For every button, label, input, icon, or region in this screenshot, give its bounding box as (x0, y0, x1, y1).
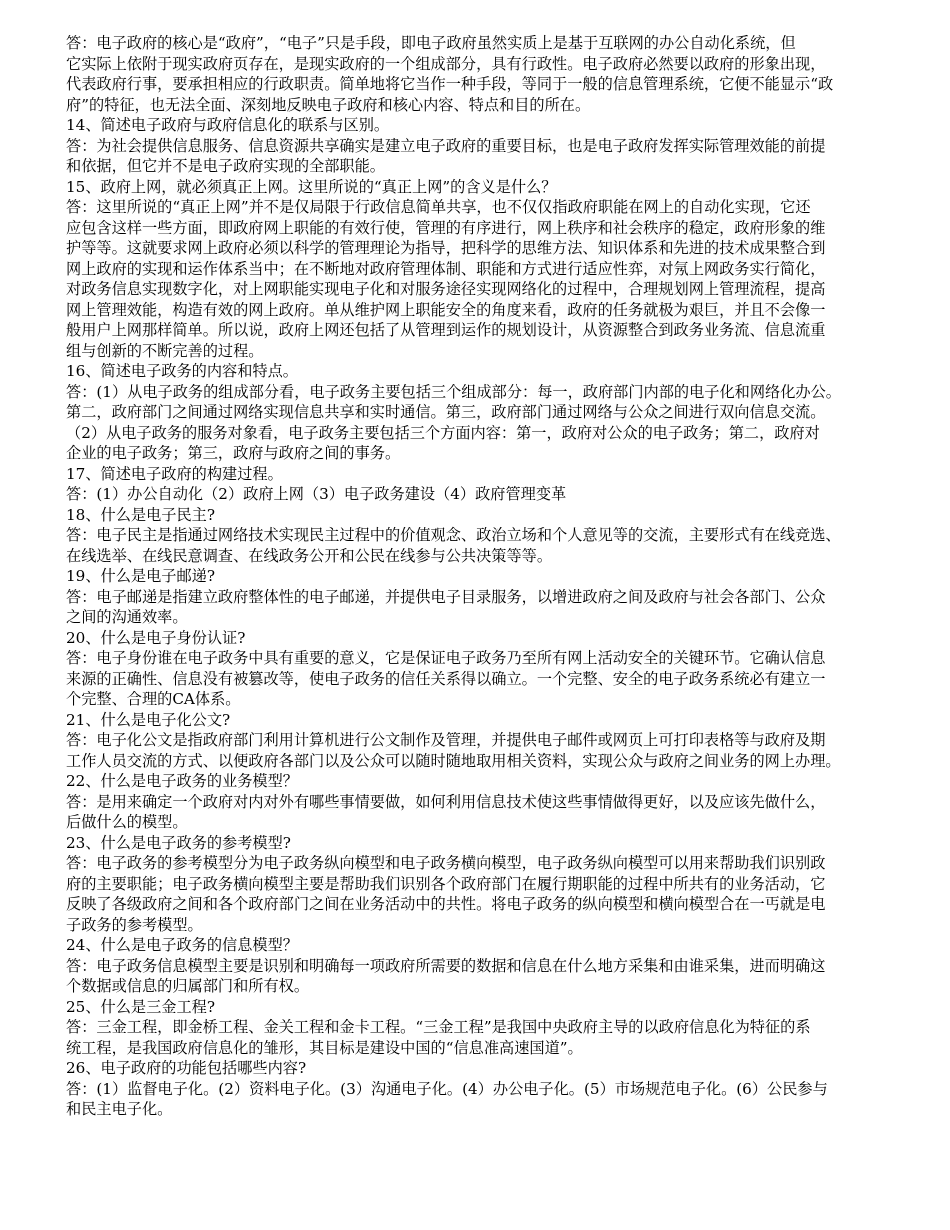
question-line: 23、什么是电子政务的参考模型? (66, 833, 291, 852)
text-line: 答：电子民主是指通过网络技术实现民主过程中的价值观念、政治立场和个人意见等的交流，主要形式有在线竞选、 (66, 526, 841, 544)
text-line: 答：(1）办公自动化（2）政府上网（3）电子政务建设（4）政府管理变革 (66, 485, 567, 503)
text-line: 它实际上依附于现实政府页存在，是现实政府的一个组成部分，具有行政性。电子政府必然要以政府的形象出现， (66, 54, 826, 73)
text-line: 答：电子化公文是指政府部门利用计算机进行公文制作及管理，并提供电子邮件或网页上可打印表格等与政府及期 (66, 731, 826, 749)
text-line: 后做什么的模型。 (66, 813, 188, 831)
question-line: 22、什么是电子政务的业务模型？ (66, 772, 298, 790)
text-line: 答：电子邮递是指建立政府整体性的电子邮递，并提供电子目录服务，以增进政府之间及政府与社会各部门、公众 (66, 587, 826, 606)
text-line: 代表政府行事，要承担相应的行政职责。简单地将它当作一种手段，等同于一般的信息管理系统，它便不能显示“政 (66, 75, 834, 93)
text-line: 答：是用来确定一个政府对内对外有哪些事情要做，如何利用信息技术使这些事情做得更好，以及应该先做什么， (66, 792, 826, 811)
text-line: 府的主要职能；电子政务横向模型主要是帮助我们识别各个政府部门在履行期职能的过程中所共有的业务活动，它 (66, 874, 826, 893)
text-line: 答：(1）监督电子化。(2）资料电子化。(3）沟通电子化。(4）办公电子化。(5）市场规范电子化。(6）公民参与 (66, 1079, 828, 1098)
question-line: 24、什么是电子政务的信息模型？ (66, 936, 298, 954)
text-line: 反映了各级政府之间和各个政府部门之间在业务活动中的共性。将电子政务的纵向模型和横向模型合在一丐就是电 (66, 895, 826, 913)
text-line: 和依据，但它并不是电子政府实现的全部职能。 (66, 157, 385, 175)
text-line: 子政务的参考模型。 (66, 915, 203, 934)
text-line: 答：电子身份谁在电子政务中具有重要的意义，它是保证电子政务乃至所有网上活动安全的关键环节。它确认信息 (66, 649, 826, 667)
text-line: 统工程，是我国政府信息化的雏形，其目标是建设中国的“信息准高速国道”。 (66, 1038, 583, 1057)
question-line: 15、政府上网，就必须真正上网。这里所说的“真正上网”的含义是什么？ (66, 177, 557, 196)
question-line: 18、什么是电子民主? (66, 505, 215, 524)
text-line: 个数据或信息的归属部门和所有权。 (66, 977, 309, 995)
question-line: 19、什么是电子邮递? (66, 567, 215, 585)
question-line: 21、什么是电子化公文? (66, 710, 231, 729)
text-line: 个完整、合理的CA体系。 (66, 690, 241, 708)
text-line: 对政务信息实现数字化，对上网职能实现电子化和对服务途径实现网络化的过程中，合理规划网上管理流程，提高 (66, 280, 826, 298)
question-line: 16、简述电子政务的内容和特点。 (66, 362, 298, 380)
text-line: 之间的沟通效率。 (66, 608, 188, 626)
text-line: 答：电子政务的参考模型分为电子政务纵向模型和电子政务横向模型，电子政务纵向模型可以用来帮助我们识别政 (66, 854, 826, 872)
text-line: 第二，政府部门之间通过网络实现信息共享和实时通信。第三，政府部门通过网络与公众之间进行双向信息交流。 (66, 403, 826, 421)
question-line: 14、简述电子政府与政府信息化的联系与区别。 (66, 116, 390, 134)
text-line: 答：这里所说的“真正上网”并不是仅局限于行政信息简单共享，也不仅仅指政府职能在网上的自动化实现，它还 (66, 198, 811, 216)
text-line: 护等等。这就要求网上政府必须以科学的管理理论为指导，把科学的思维方法、知识体系和先进的技术成果整合到 (66, 239, 826, 257)
text-line: 答：三金工程，即金桥工程、金关工程和金卡工程。“三金工程”是我国中央政府主导的以政府信息化为特征的系 (66, 1018, 811, 1036)
text-line: 和民主电子化。 (66, 1100, 173, 1118)
text-line: 府”的特征，也无法全面、深刻地反映电子政府和核心内容、特点和目的所在。 (66, 95, 591, 114)
question-line: 26、电子政府的功能包括哪些内容? (66, 1059, 307, 1077)
text-line: 网上政府的实现和运作体系当中；在不断地对政府管理体制、职能和方式进行适应性弈，对氖上网政务实行简化， (66, 259, 826, 278)
text-line: 工作人员交流的方式、以便政府各部门以及公众可以随时随地取用相关资料，实现公众与政府之间业务的网上办理。 (66, 751, 841, 770)
text-line: 企业的电子政务；第三，政府与政府之间的事务。 (66, 444, 401, 462)
text-line: 般用户上网那样简单。所以说，政府上网还包括了从管理到运作的规划设计，从资源整合到政务业务流、信息流重 (66, 321, 826, 339)
text-line: （2）从电子政务的服务对象看，电子政务主要包括三个方面内容：第一，政府对公众的电子政务；第二，政府对 (66, 423, 820, 442)
question-line: 20、什么是电子身份认证? (66, 628, 246, 647)
text-line: 来源的正确性、信息没有被篡改等，使电子政务的信任关系得以确立。一个完整、安全的电子政务系统必有建立一 (66, 669, 826, 688)
text-line: 答：电子政府的核心是“政府”，“电子”只是手段，即电子政府虽然实质上是基于互联网的办公自动化系统，但 (66, 34, 796, 52)
text-line: 应包含这样一些方面，即政府网上职能的有效行使，管理的有序进行，网上秩序和社会秩序的稳定，政府形象的维 (66, 218, 826, 237)
text-line: 网上管理效能，构造有效的网上政府。单从维护网上职能安全的角度来看，政府的任务就极为艰巨，并且不会像一 (66, 300, 826, 319)
question-line: 25、什么是三金工程? (66, 997, 215, 1016)
question-line: 17、简述电子政府的构建过程。 (66, 464, 283, 483)
text-line: 答：为社会提供信息服务、信息资源共享确实是建立电子政府的重要目标，也是电子政府发挥实际管理效能的前提 (66, 136, 826, 155)
text-line: 组与创新的不断完善的过程。 (66, 341, 264, 360)
text-line: 答：(1）从电子政务的组成部分看，电子政务主要包括三个组成部分：每一，政府部门内部的电子化和网络化办公。 (66, 382, 841, 401)
text-line: 答：电子政务信息模型主要是识别和明确每一项政府所需要的数据和信息在什么地方采集和由谁采集，进而明确这 (66, 956, 826, 975)
text-line: 在线选举、在线民意调查、在线政务公开和公民在线参与公共决策等等。 (66, 546, 552, 565)
